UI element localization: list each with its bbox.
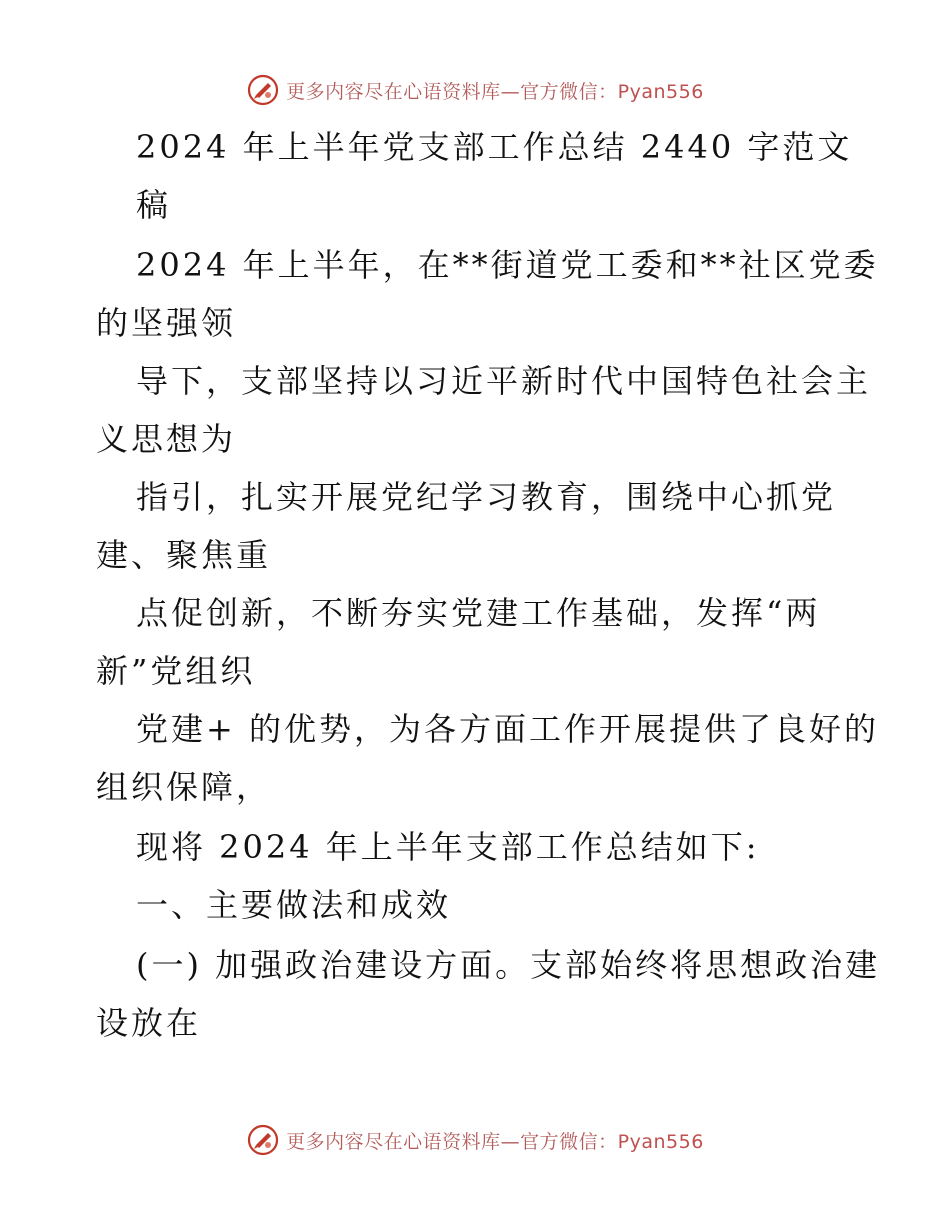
paragraph-line: 义思想为	[96, 420, 237, 458]
paragraph-line: 新”党组织	[96, 652, 256, 690]
footer-watermark-handle: Pyan556	[617, 1130, 704, 1153]
title-line-1: 2024 年上半年党支部工作总结 2440 字范文	[136, 128, 853, 166]
header-watermark	[0, 70, 950, 110]
logo-icon	[246, 1123, 280, 1157]
paragraph-line: 组织保障，	[96, 768, 272, 806]
paragraph-line: 设放在	[96, 1004, 202, 1042]
paragraph-line: 现将 2024 年上半年支部工作总结如下:	[136, 828, 760, 866]
title-line-2: 稿	[136, 186, 172, 224]
paragraph-line: 的坚强领	[96, 304, 237, 342]
section-heading: 一、主要做法和成效	[136, 886, 452, 924]
paragraph-line: 2024 年上半年，在**街道党工委和**社区党委	[136, 246, 879, 284]
footer-watermark	[0, 1120, 950, 1160]
logo-icon	[246, 73, 280, 107]
header-watermark-handle: Pyan556	[617, 80, 704, 103]
paragraph-line: 指引，扎实开展党纪学习教育，围绕中心抓党	[136, 478, 837, 516]
paragraph-line: 党建+ 的优势，为各方面工作开展提供了良好的	[136, 710, 879, 748]
subsection-line: (一) 加强政治建设方面。支部始终将思想政治建	[136, 946, 881, 984]
paragraph-line: 建、聚焦重	[96, 536, 272, 574]
paragraph-line: 点促创新，不断夯实党建工作基础，发挥“两	[136, 594, 821, 632]
header-watermark-text: 更多内容尽在心语资料库—官方微信：	[286, 80, 618, 103]
paragraph-line: 导下，支部坚持以习近平新时代中国特色社会主	[136, 362, 872, 400]
footer-watermark-text: 更多内容尽在心语资料库—官方微信：	[286, 1130, 618, 1153]
